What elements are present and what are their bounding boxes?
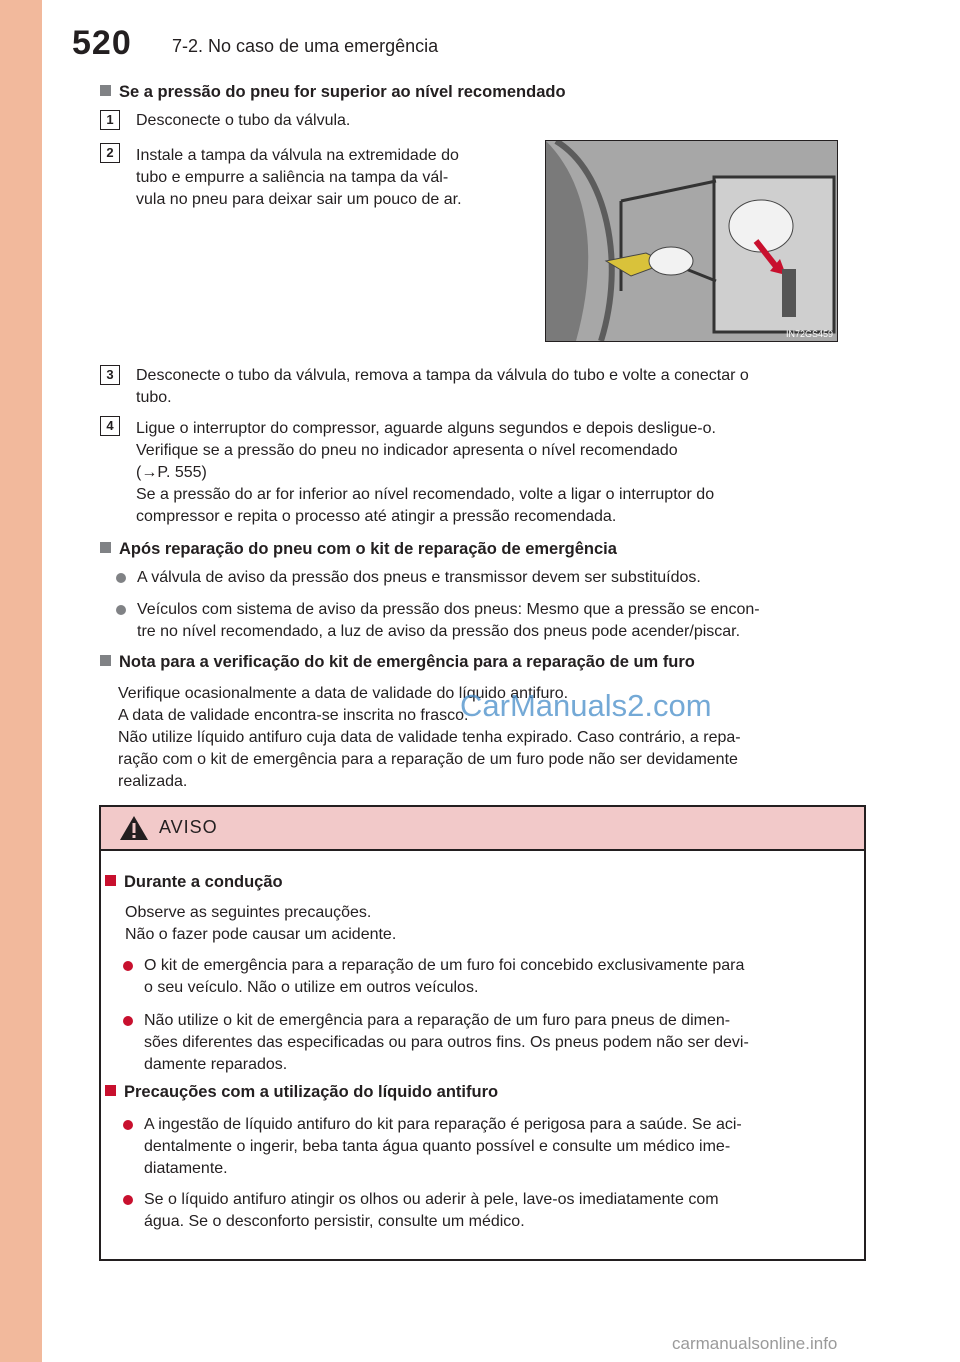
text-line: Não utilize o kit de emergência para a reparação de um furo para pneus de dimen- bbox=[144, 1012, 731, 1029]
section-heading bbox=[100, 540, 617, 559]
text-line: O kit de emergência para a reparação de um furo foi concebido exclusivamente para bbox=[144, 957, 745, 974]
section-heading bbox=[100, 83, 566, 102]
text-line: Não utilize líquido antifuro cuja data de validade tenha expirado. Caso contrário, a repa- bbox=[118, 729, 741, 746]
warning-subheading bbox=[105, 1083, 498, 1102]
step-text bbox=[136, 145, 520, 211]
section-heading-text: Após reparação do pneu com o kit de reparação de emergência bbox=[119, 540, 617, 558]
list-item bbox=[116, 567, 879, 589]
square-bullet-icon bbox=[100, 85, 111, 96]
text-line: o seu veículo. Não o utilize em outros veículos. bbox=[144, 979, 479, 996]
warning-title: AVISO bbox=[159, 817, 218, 837]
text-line: diatamente. bbox=[144, 1160, 228, 1177]
text-line: compressor e repita o processo até atingir a pressão recomendada. bbox=[136, 508, 617, 525]
valve-illustration bbox=[545, 140, 838, 342]
step-text bbox=[136, 418, 858, 528]
hand-left bbox=[649, 247, 693, 275]
step-text bbox=[136, 365, 858, 409]
text-line: Desconecte o tubo da válvula, remova a tampa da válvula do tubo e volte a conectar o bbox=[136, 367, 749, 384]
valve-stem bbox=[782, 269, 796, 317]
square-bullet-icon bbox=[100, 655, 111, 666]
square-bullet-icon bbox=[105, 1085, 116, 1096]
text-line: damente reparados. bbox=[144, 1056, 288, 1073]
section-title: 7-2. No caso de uma emergência bbox=[172, 36, 439, 56]
figure-code: IN72GS459 bbox=[785, 329, 833, 339]
text-line: Se o líquido antifuro atingir os olhos ou aderir à pele, lave-os imediatamente com bbox=[144, 1191, 719, 1208]
text-line: tubo e empurre a saliência na tampa da vál- bbox=[136, 169, 449, 186]
round-bullet-icon bbox=[123, 961, 133, 971]
warning-box bbox=[99, 805, 866, 1261]
text-line: Veículos com sistema de aviso da pressão dos pneus: Mesmo que a pressão se encon- bbox=[137, 601, 760, 618]
page-number: 520 bbox=[72, 24, 132, 62]
section-heading-text: Nota para a verificação do kit de emergência para a reparação de um furo bbox=[119, 653, 695, 671]
text-line: sões diferentes das especificadas ou para outros fins. Os pneus podem não ser devi- bbox=[144, 1034, 749, 1051]
warning-list-item bbox=[123, 1189, 884, 1233]
warning-list-item bbox=[123, 1010, 884, 1076]
step-number: 1 bbox=[100, 110, 120, 130]
square-bullet-icon bbox=[100, 542, 111, 553]
warning-list-item bbox=[123, 1114, 884, 1180]
step-number: 3 bbox=[100, 365, 120, 385]
text-line: Ligue o interruptor do compressor, aguarde alguns segundos e depois desligue-o. bbox=[136, 420, 716, 437]
warning-header bbox=[101, 807, 864, 851]
text-line: A data de validade encontra-se inscrita no frasco. bbox=[118, 707, 469, 724]
page-reference: (→P. 555) bbox=[136, 464, 207, 481]
text-line: Verifique se a pressão do pneu no indicador apresenta o nível recomendado bbox=[136, 442, 678, 459]
text-line: Não o fazer pode causar um acidente. bbox=[125, 926, 397, 943]
round-bullet-icon bbox=[123, 1195, 133, 1205]
text-line: tre no nível recomendado, a luz de aviso da pressão dos pneus pode acender/piscar. bbox=[137, 623, 741, 640]
step-number: 2 bbox=[100, 143, 120, 163]
step-text: Desconecte o tubo da válvula. bbox=[136, 112, 351, 129]
footer-watermark: carmanualsonline.info bbox=[672, 1334, 838, 1353]
warning-list-item bbox=[123, 955, 884, 999]
text-line: água. Se o desconforto persistir, consulte um médico. bbox=[144, 1213, 525, 1230]
text-line: Observe as seguintes precauções. bbox=[125, 904, 372, 921]
text-line: A ingestão de líquido antifuro do kit para reparação é perigosa para a saúde. Se aci- bbox=[144, 1116, 742, 1133]
step-number: 4 bbox=[100, 416, 120, 436]
warning-triangle-icon bbox=[119, 815, 149, 841]
warning-paragraph bbox=[125, 902, 845, 946]
round-bullet-icon bbox=[116, 573, 126, 583]
text-line: dentalmente o ingerir, beba tanta água quanto possível e consulte um médico ime- bbox=[144, 1138, 731, 1155]
text-line: Verifique ocasionalmente a data de validade do líquido antifuro. bbox=[118, 685, 569, 702]
square-bullet-icon bbox=[105, 875, 116, 886]
watermark: CarManuals2.com bbox=[460, 688, 712, 723]
round-bullet-icon bbox=[123, 1120, 133, 1130]
text-line: vula no pneu para deixar sair um pouco de ar. bbox=[136, 191, 462, 208]
round-bullet-icon bbox=[116, 605, 126, 615]
list-item bbox=[116, 599, 885, 643]
text-line: tubo. bbox=[136, 389, 172, 406]
warning-subheading bbox=[105, 873, 283, 892]
warning-subheading-text: Precauções com a utilização do líquido antifuro bbox=[124, 1083, 499, 1101]
section-heading-text: Se a pressão do pneu for superior ao nível recomendado bbox=[119, 83, 566, 101]
text-line: ração com o kit de emergência para a reparação de um furo pode não ser devidamente bbox=[118, 751, 738, 768]
round-bullet-icon bbox=[123, 1016, 133, 1026]
text-line: Instale a tampa da válvula na extremidade do bbox=[136, 147, 459, 164]
section-heading bbox=[100, 653, 695, 672]
valve-illustration-svg bbox=[546, 141, 837, 341]
text-line: A válvula de aviso da pressão dos pneus e transmissor devem ser substituídos. bbox=[137, 569, 701, 586]
warning-subheading-text: Durante a condução bbox=[124, 873, 283, 891]
detail-frame bbox=[714, 177, 834, 332]
text-line: Se a pressão do ar for inferior ao nível recomendado, volte a ligar o interruptor do bbox=[136, 486, 715, 503]
text-line: realizada. bbox=[118, 773, 188, 790]
